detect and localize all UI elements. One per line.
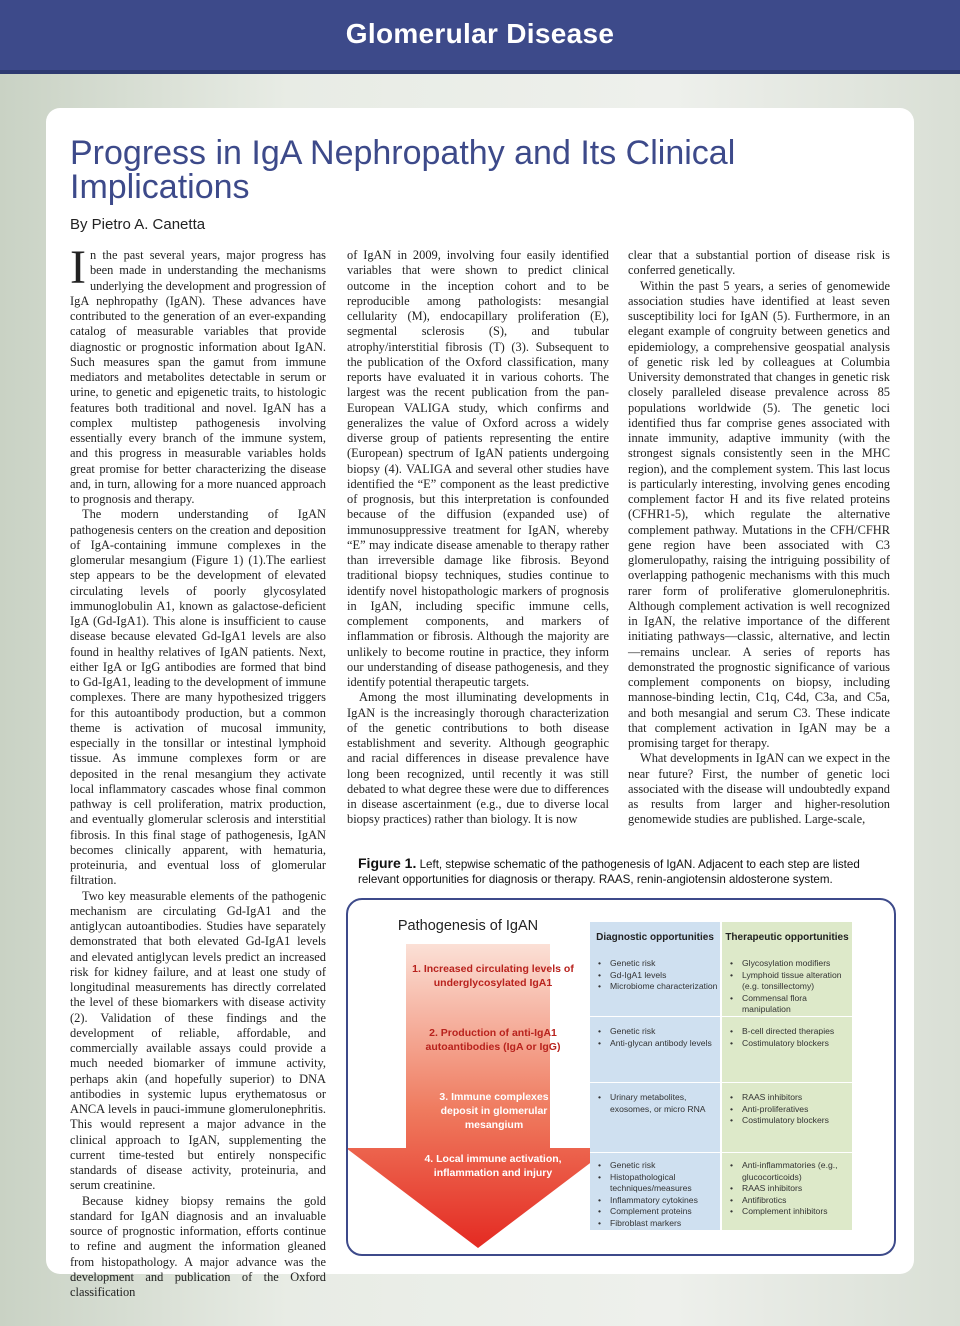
pathogenesis-step-3: 3. Immune complexes deposit in glomerular mesangium [439,1091,549,1131]
paragraph: clear that a substantial portion of disease risk is conferred genetically. [628,248,890,278]
therapeutic-list-step-3 [728,1092,856,1127]
list-item: • Costimulatory blockers [742,1038,856,1050]
section-title: Glomerular Disease [345,18,615,49]
paragraph: The modern understanding of IgAN pathogenesis centers on the creation and deposition of IgA-containing immune complexes in the glomerular mesangium (Figure 1) (1).The earliest step appears to be the development of elevated circulating levels of poorly glycosylated immunoglobulin A1, known as galactose-deficient IgA (Gd-IgA1). This alone is insufficient to cause disease because elevated Gd-IgA1 levels are also found in healthy relatives of IgAN patients. Next, either IgA or IgG antibodies are formed that bind to Gd-IgA1, leading to the development of immune complexes. There are many hypothesized triggers for this autoantibody production, but a common theme is activation of mucosal immunity, especially in the tonsillar or intestinal lymphoid tissue. As immune complexes form or are deposited in the renal mesangium they activate local inflammatory cascades whose final common pathway is cell proliferation, matrix production, and eventually glomerular sclerosis and interstitial fibrosis. In this final stage of pathogenesis, IgAN becomes clinically apparent, with hematuria, proteinuria, and eventual loss of glomerular filtration. [70,507,326,888]
paragraph: Two key measurable elements of the pathogenic mechanism are circulating Gd-IgA1 and the antiglycan autoantibodies. Studies have separately demonstrated that both elevated Gd-IgA1 levels and elevated antiglycan levels predict an increased risk for kidney failure, and at least one study of longitudinal measurements has directly correlated the level of these biomarkers with disease activity (2). Validation of these findings and the development of reliable, affordable, and commercially available assays could provide a much needed biomarker of immune activity, perhaps akin (and hopefully superior) to DNA antibodies in systemic lupus erythematosus or ANCA levels in pauci-immune glomerulonephritis. This would represent a major advance in the clinical approach to IgAN, supplementing the current time-tested but entirely nonspecific standards of disease activity, proteinuria, and serum creatinine. [70,888,326,1193]
section-header [0,0,960,74]
row-divider [590,1016,852,1017]
paragraph: Because kidney biopsy remains the gold standard for IgAN diagnosis and an invaluable source of prognostic information, efforts continue to refine and augment the information gleaned from histopathology. A major advance was the development and publication of the Oxford classification [70,1193,326,1299]
diagnostic-list-step-4 [596,1160,722,1229]
list-item: • B-cell directed therapies [742,1026,856,1038]
drop-cap: I [70,241,86,294]
diagnostic-list-step-1 [596,958,722,993]
list-item: • Anti-proliferatives [742,1104,856,1116]
diagnostic-header: Diagnostic opportunities [596,932,714,943]
list-item: • Genetic risk [610,1026,724,1038]
diagnostic-list-step-3 [596,1092,722,1115]
pathogenesis-step-4: 4. Local immune activation, inflammation and injury [424,1153,562,1179]
figure-title: Pathogenesis of IgAN [397,918,539,934]
paragraph [70,241,326,507]
list-item: • Gd-IgA1 levels [610,970,722,982]
pathogenesis-arrow [348,900,608,1254]
list-item: • Costimulatory blockers [742,1115,856,1127]
list-item: • Inflammatory cytokines [610,1195,722,1207]
article-column-3 [628,248,890,828]
list-item: • Anti-inflammatories (e.g., glucocorticoids) [742,1160,856,1183]
figure-pathogenesis [346,898,896,1256]
list-item: • Fibroblast markers [610,1218,722,1230]
list-item: • Urinary metabolites, exosomes, or micro RNA [610,1092,722,1115]
pathogenesis-step-1: 1. Increased circulating levels of underglycosylated IgA1 [412,963,574,989]
diagnostic-list-step-2 [596,1026,724,1049]
paragraph: Within the past 5 years, a series of genomewide association studies have identified at least seven susceptibility loci for IgAN (5). Furthermore, in an elegant example of congruity between genetics and epidemiology, a comprehensive geospatial analysis of genetic risk led by colleagues at Columbia University demonstrated that changes in genetic risk closely paralleled disease prevalence across 85 populations worldwide (5). The genetic loci identified thus far comprise genes associated with innate immunity, adaptive immunity (with the strongest signals consistently seen in the MHC region), and the complement system. This last locus is particularly interesting, involving genes encoding complement factor H and its five related proteins (CFHR1-5), which regulate the alternative complement pathway. Mutations in the CFH/CFHR gene region have been associated with C3 glomerulopathy, raising the intriguing possibility of overlapping pathogenic mechanisms with this much rarer form of proliferative glomerulonephritis. Although complement activation is well recognized in IgAN, the relative importance of the different initiating pathways—classic, alternative, and lectin—remains unclear. A series of reports has demonstrated the prognostic significance of various complement components on biopsy, including mannose-binding lectin, C1q, C4d, C3a, and C5a, and both mesangial and serum C3. These indicate that complement activation in IgAN may be a promising target for therapy. [628,278,890,750]
list-item: • Glycosylation modifiers [742,958,856,970]
figure-caption [358,856,898,887]
paragraph-text: n the past several years, major progress has been made in understanding the mechanisms underlying the development and progression of IgA nephropathy (IgAN). These advances have contributed to the generation of an ever-expanding catalog of measurable variables that provide diagnostic or prognostic information about IgAN. Such measures span the gamut from immune mediators and metabolites detectable in serum or urine, to genetic and epigenetic traits, to histologic features both traditional and novel. IgAN has a complex multistep pathogenesis involving essentially every branch of the immune system, and this progress in measurable variables holds great promise for better characterizing the disease and, in turn, allowing for a more nuanced approach to prognosis and therapy. [70,248,326,506]
list-item: • Complement proteins [610,1206,722,1218]
pathogenesis-step-2: 2. Production of anti-IgA1 autoantibodies (IgA or IgG) [425,1027,561,1053]
list-item: • Lymphoid tissue alteration (e.g. tonsillectomy) [742,970,856,993]
article-column-1 [70,241,326,1300]
list-item: • RAAS inhibitors [742,1183,856,1195]
list-item: • Commensal flora manipulation [742,993,856,1016]
row-divider [590,1152,852,1153]
article-byline: By Pietro A. Canetta [70,216,206,233]
paragraph: of IgAN in 2009, involving four easily identified variables that were shown to predict clinical outcome in the inception cohort and to be reproducible among pathologists: mesangial cellularity (M), endocapillary proliferation (E), segmental sclerosis (S), and tubular atrophy/interstitial fibrosis (T) (3). Subsequent to the publication of the Oxford classification, many reports have evaluated it in various cohorts. The largest was the recent publication from the pan-European VALIGA study, which confirms and generalizes the value of Oxford across a widely diverse group of patients representing the entire (European) spectrum of IgAN patients undergoing biopsy (4). VALIGA and several other studies have identified the “E” component as the least predictive of prognosis, but this interpretation is confounded because of the diffusion (expanded use) of immunosuppressive treatment for IgAN, whereby “E” may indicate disease amenable to therapy rather than irreversible damage like fibrosis. Beyond traditional biopsy techniques, studies continue to identify novel histopathologic markers of prognosis in IgAN, including specific immune cells, complement components, and markers of inflammation or fibrosis. Although the majority are unlikely to become routine in practice, they inform our understanding of disease pathogenesis, and they identify potential therapeutic targets. [347,248,609,689]
therapeutic-header: Therapeutic opportunities [725,932,849,943]
figure-caption-label: Figure 1. [358,855,417,871]
list-item: • Genetic risk [610,958,722,970]
list-item: • Histopathological techniques/measures [610,1172,722,1195]
list-item: • RAAS inhibitors [742,1092,856,1104]
figure-caption-text: Left, stepwise schematic of the pathogenesis of IgAN. Adjacent to each step are listed relevant opportunities for diagnosis or therapy. RAAS, renin-angiotensin aldosterone system. [358,858,860,886]
paragraph: What developments in IgAN can we expect in the near future? First, the number of genetic loci associated with the disease will undoubtedly expand as results from larger and higher-resolution genomewide studies are published. Large-scale, [628,751,890,827]
article-column-2 [347,248,609,828]
list-item: • Antifibrotics [742,1195,856,1207]
therapeutic-list-step-1 [728,958,856,1016]
list-item: • Anti-glycan antibody levels [610,1038,724,1050]
paragraph: Among the most illuminating developments in IgAN is the increasingly thorough characterization of the genetic contributions to both disease establishment and severity. Although geographic and racial differences in disease prevalence have long been recognized, until recently it was still debated to what degree these were due to differences in disease ascertainment (e.g., due to diverse local biopsy practices) rather than biology. It is now [347,690,609,827]
list-item: • Complement inhibitors [742,1206,856,1218]
row-divider [590,1082,852,1083]
therapeutic-list-step-2 [728,1026,856,1049]
therapeutic-list-step-4 [728,1160,856,1218]
list-item: • Microbiome characterization [610,981,722,993]
article-title: Progress in IgA Nephropathy and Its Clinical Implications [70,134,736,206]
list-item: • Genetic risk [610,1160,722,1172]
